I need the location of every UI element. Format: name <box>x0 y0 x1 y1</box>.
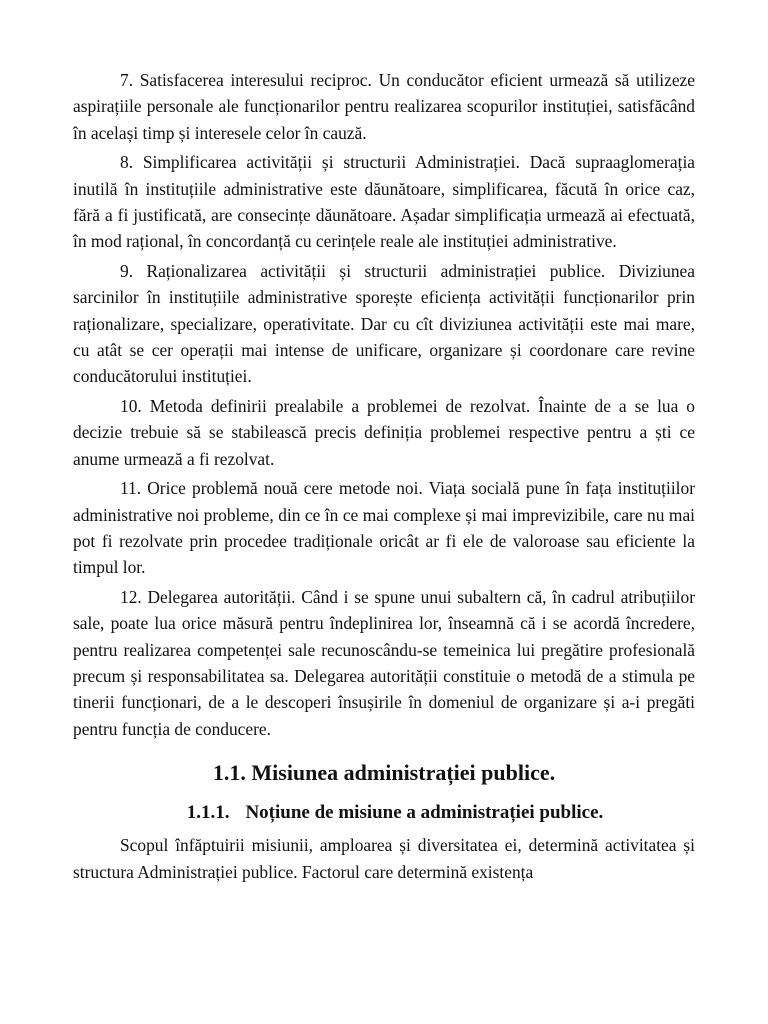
paragraph-item-7: 7. Satisfacerea interesului reciproc. Un conducător eficient urmează să utilizeze aspirațiile personale ale funcționarilor pentru realizarea scopurilor instituției, satisfăcând în același timp și interesele celor în cauză. <box>73 70 695 143</box>
paragraph-item-8: 8. Simplificarea activității și structurii Administrației. Dacă supraaglomerația inutilă în instituțiile administrative este dăunătoare, simplificarea, făcută în orice caz, fără a fi justificată, are consecințe dăunătoare. Așadar simplificația urmează ai efectuată, în mod rațional, în concordanță cu cerințele reale ale instituției administrative. <box>73 152 695 252</box>
subsection-title: Noțiune de misiune a administrației publice. <box>245 802 604 824</box>
document-page <box>73 67 695 888</box>
paragraph-intro-misiune: Scopul înfăptuirii misiunii, amploarea și diversitatea ei, determină activitatea și structura Administrației publice. Factorul care determină existența <box>73 835 695 882</box>
paragraph-item-12: 12. Delegarea autorității. Când i se spune unui subaltern că, în cadrul atribuțiilor sale, poate lua orice măsură pentru îndeplinirea lor, înseamnă că i se acordă încredere, pentru realizarea competenței sale recunoscându-se temeinica lui pregătire profesională precum și responsabilitatea sa. Delegarea autorității constituie o metodă de a stimula pe tinerii funcționari, de a le descoperi însușirile în domeniul de organizare și a-i pregăti pentru funcția de conducere. <box>73 586 695 739</box>
subsection-heading <box>73 800 695 826</box>
paragraph-item-10: 10. Metoda definirii prealabile a problemei de rezolvat. Înainte de a se lua o decizie trebuie să se stabilească precis definiția problemei respective pentru a ști ce anume urmează a fi rezolvat. <box>73 395 695 469</box>
paragraph-item-11: 11. Orice problemă nouă cere metode noi. Viața socială pune în fața instituțiilor administrative noi probleme, din ce în ce mai complexe și mai imprevizibile, care nu mai pot fi rezolvate prin procedee tradiționale oricât ar fi ele de valoroase sau eficiente la timpul lor. <box>73 478 695 578</box>
subsection-number: 1.1.1. <box>186 802 230 824</box>
section-heading: 1.1. Misiunea administrației publice. <box>212 760 556 786</box>
paragraph-item-9: 9. Raționalizarea activității și structurii administrației publice. Diviziunea sarcinilor în instituțiile administrative sporește eficiența activității funcționarilor prin raționalizare, specializare, operativitate. Dar cu cît diviziunea activității este mai mare, cu atât se cer operații mai intense de unificare, organizare și coordonare care revine conducătorului instituției. <box>73 260 695 387</box>
